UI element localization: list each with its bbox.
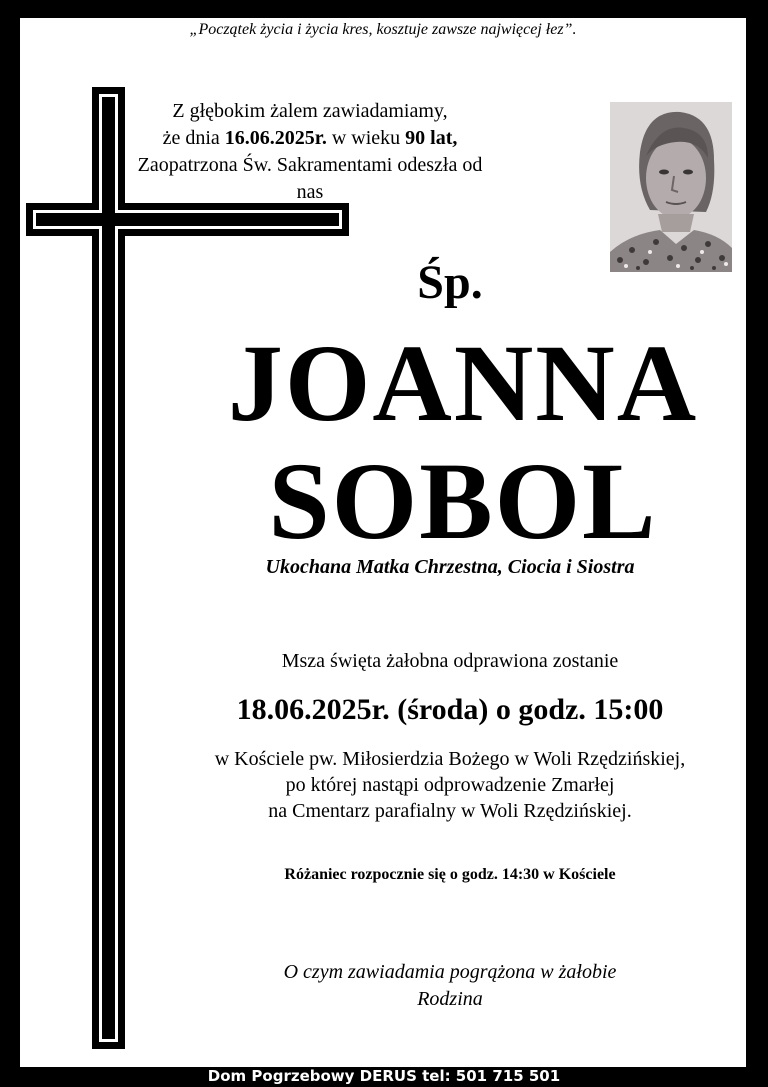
announcement-line-3: Zaopatrzona Św. Sakramentami odeszła od nas <box>137 154 483 203</box>
mass-intro: Msza święta żałobna odprawiona zostanie <box>281 650 619 672</box>
death-date: 16.06.2025r. <box>224 127 327 149</box>
announcement-line-2: że dnia 16.06.2025r. w wieku 90 lat, <box>162 127 458 149</box>
obituary-page <box>20 18 746 1067</box>
epigraph-quote: „Początek życia i życia kres, kosztuje zawsze najwięcej łez”. <box>189 21 577 38</box>
portrait-photo <box>610 102 732 272</box>
closing-line-1: O czym zawiadamia pogrążona w żałobie <box>283 961 617 983</box>
deceased-last-name: SOBOL <box>268 440 658 562</box>
announcement-line-1: Z głębokim żalem zawiadamiamy, <box>172 100 448 122</box>
mass-place-line-2: po której nastąpi odprowadzenie Zmarłej <box>285 774 615 796</box>
mass-place <box>140 746 760 824</box>
announcement <box>130 98 490 206</box>
relations-line: Ukochana Matka Chrzestna, Ciocia i Siostra <box>265 556 635 578</box>
closing <box>140 959 760 1013</box>
deceased-first-name: JOANNA <box>227 322 699 444</box>
funeral-home-footer: Dom Pogrzebowy DERUS tel: 501 715 501 <box>207 1067 561 1085</box>
mass-place-line-1: w Kościele pw. Miłosierdzia Bożego w Woli Rzędzińskiej, <box>214 748 686 770</box>
mass-place-line-3: na Cmentarz parafialny w Woli Rzędzińskiej. <box>268 800 632 822</box>
mass-datetime: 18.06.2025r. (środa) o godz. 15:00 <box>236 693 664 726</box>
age: 90 lat, <box>405 127 458 149</box>
honorific: Śp. <box>417 256 483 309</box>
rosary-note: Różaniec rozpocznie się o godz. 14:30 w Kościele <box>284 866 616 883</box>
closing-line-2: Rodzina <box>417 988 483 1010</box>
